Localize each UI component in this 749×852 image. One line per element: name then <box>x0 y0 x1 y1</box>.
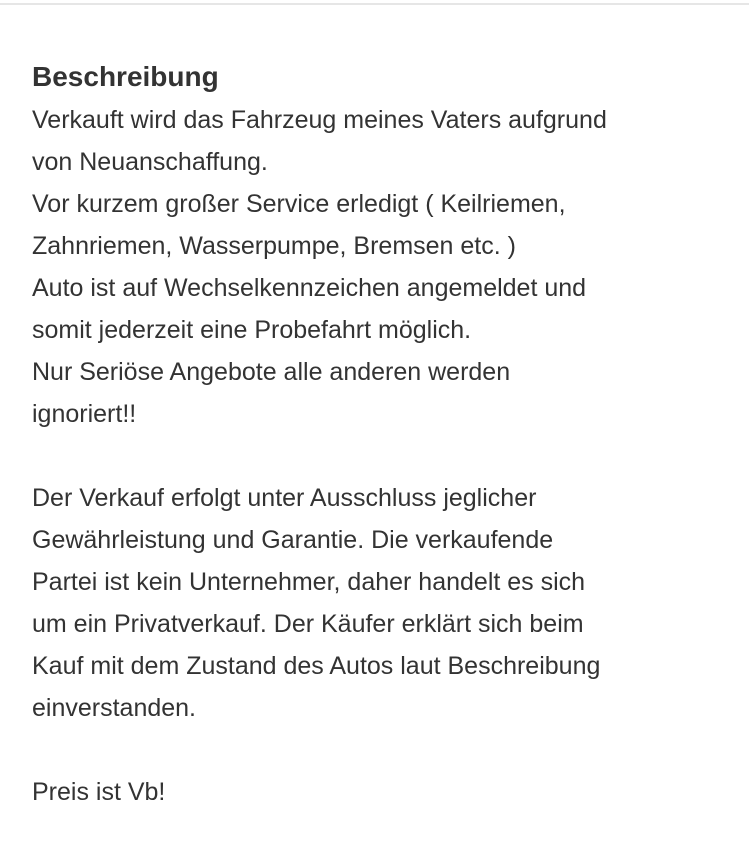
description-line: Auto ist auf Wechselkennzeichen angemeldet und <box>32 274 587 302</box>
description-line: Zahnriemen, Wasserpumpe, Bremsen etc. ) <box>32 232 516 260</box>
description-line: Kauf mit dem Zustand des Autos laut Beschreibung <box>32 652 601 680</box>
description-line: somit jederzeit eine Probefahrt möglich. <box>32 316 472 344</box>
description-line: Der Verkauf erfolgt unter Ausschluss jeglicher <box>32 484 537 512</box>
description-line: von Neuanschaffung. <box>32 148 268 176</box>
paragraph-break <box>32 435 722 477</box>
description-line: einverstanden. <box>32 694 197 722</box>
description-line: um ein Privatverkauf. Der Käufer erklärt sich beim <box>32 610 584 638</box>
description-line: Verkauft wird das Fahrzeug meines Vaters aufgrund <box>32 106 607 134</box>
description-section <box>32 56 722 813</box>
paragraph-break <box>32 729 722 771</box>
section-title: Beschreibung <box>32 61 219 92</box>
description-line: Nur Seriöse Angebote alle anderen werden <box>32 358 511 386</box>
description-line: Partei ist kein Unternehmer, daher handelt es sich <box>32 568 586 596</box>
description-text <box>32 99 722 813</box>
top-divider <box>0 3 749 5</box>
price-note: Preis ist Vb! <box>32 778 166 806</box>
description-line: Vor kurzem großer Service erledigt ( Keilriemen, <box>32 190 566 218</box>
description-line: ignoriert!! <box>32 400 137 428</box>
description-line: Gewährleistung und Garantie. Die verkaufende <box>32 526 554 554</box>
